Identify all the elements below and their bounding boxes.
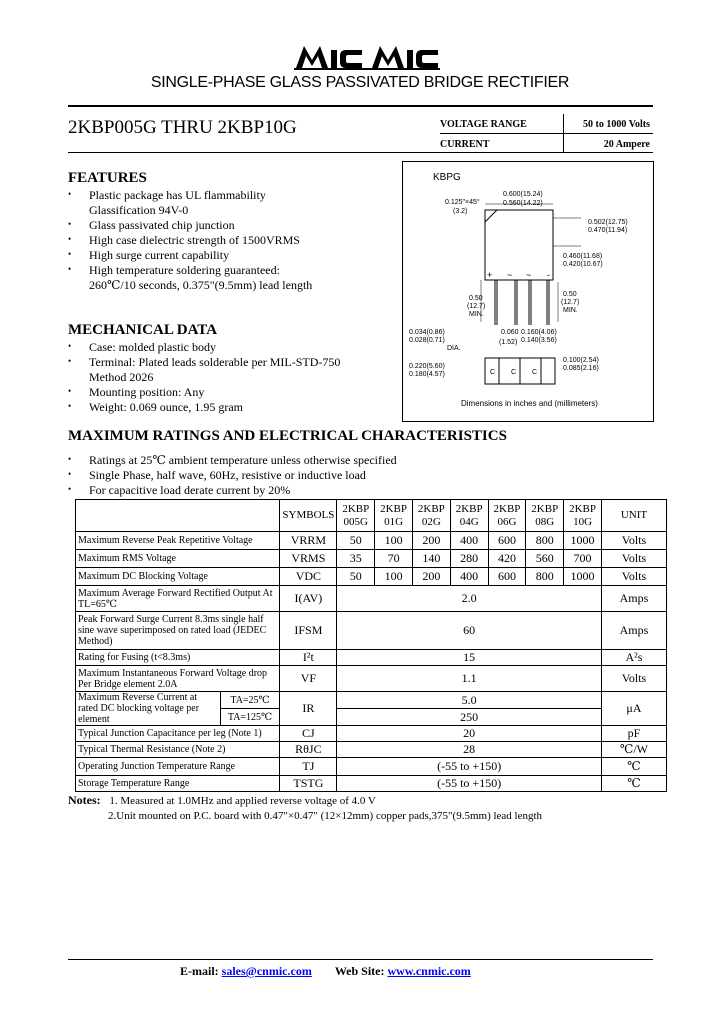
svg-text:C: C xyxy=(490,369,496,376)
package-name: KBPG xyxy=(433,172,461,183)
svg-text:0.502(12.75): 0.502(12.75) xyxy=(588,219,628,226)
svg-text:(12.7): (12.7) xyxy=(467,303,486,310)
table-row: Typical Thermal Resistance (Note 2) RθJC 28 ℃/W xyxy=(76,742,667,758)
part-header: 2KBP 01G xyxy=(375,500,413,532)
mechanical-item: • Terminal: Plated leads solderable per MIL-STD-750 xyxy=(68,355,398,370)
svg-text:(1.52): (1.52) xyxy=(499,339,518,346)
part-header: 2KBP 06G xyxy=(488,500,526,532)
table-row: Maximum Instantaneous Forward Voltage drop Per Bridge element 2.0A VF 1.1 Volts xyxy=(76,666,667,692)
feature-item: • High surge current capability xyxy=(68,248,398,263)
footer-divider xyxy=(68,959,653,960)
mechanical-item: Method 2026 xyxy=(89,370,154,384)
spec-divider-1 xyxy=(440,133,653,134)
svg-text:0.420(10.67): 0.420(10.67) xyxy=(563,261,603,268)
svg-text:(3.2): (3.2) xyxy=(453,208,468,215)
table-row: Maximum Average Forward Rectified Output At TL=65℃ I(AV) 2.0 Amps xyxy=(76,586,667,612)
table-header-row xyxy=(76,500,667,532)
part-header: 2KBP 02G xyxy=(412,500,450,532)
part-header: 2KBP 08G xyxy=(526,500,564,532)
package-drawing xyxy=(402,161,654,422)
feature-item: Glassification 94V-0 xyxy=(89,203,189,217)
part-header: 2KBP 04G xyxy=(450,500,488,532)
note-item: 1. Measured at 1.0MHz and applied reverse voltage of 4.0 V xyxy=(109,795,376,807)
svg-text:0.220(5.60): 0.220(5.60) xyxy=(409,363,445,370)
website-label: Web Site: xyxy=(334,964,385,978)
svg-text:0.160(4.06): 0.160(4.06) xyxy=(521,329,557,336)
feature-item: • Plastic package has UL flammability xyxy=(68,188,398,203)
svg-text:MIN.: MIN. xyxy=(563,307,578,314)
header-divider xyxy=(68,105,653,107)
ratings-title: MAXIMUM RATINGS AND ELECTRICAL CHARACTERISTICS xyxy=(68,428,507,444)
features-list xyxy=(68,188,398,293)
conditions-list xyxy=(68,453,468,498)
svg-text:0.600(15.24): 0.600(15.24) xyxy=(503,191,543,198)
current-label: CURRENT xyxy=(440,138,490,150)
website-link[interactable]: www.cnmic.com xyxy=(387,964,471,978)
svg-text:-: - xyxy=(547,270,550,280)
svg-text:0.060: 0.060 xyxy=(501,329,519,336)
feature-item: • High temperature soldering guaranteed: xyxy=(68,263,398,278)
package-caption: Dimensions in inches and (millimeters) xyxy=(461,399,598,408)
table-row: Typical Junction Capacitance per leg (Note 1) CJ 20 pF xyxy=(76,726,667,742)
table-row: Peak Forward Surge Current 8.3ms single half sine wave superimposed on rated load (JEDEC Method) IFSM 60 Amps xyxy=(76,612,667,650)
feature-item: • Glass passivated chip junction xyxy=(68,218,398,233)
table-row: Storage Temperature Range TSTG (-55 to +150) ℃ xyxy=(76,776,667,792)
voltage-range-value: 50 to 1000 Volts xyxy=(583,118,650,130)
svg-text:DIA.: DIA. xyxy=(447,345,461,352)
part-header: 2KBP 005G xyxy=(337,500,375,532)
current-value: 20 Ampere xyxy=(603,138,650,150)
spec-divider-2 xyxy=(68,152,653,153)
condition-item: • Single Phase, half wave, 60Hz, resistive or inductive load xyxy=(68,468,468,483)
note-item: 2.Unit mounted on P.C. board with 0.47"×0.47" (12×12mm) copper pads,375"(9.5mm) lead length xyxy=(108,810,543,822)
company-logo xyxy=(294,40,444,70)
notes-label: Notes: xyxy=(68,793,101,807)
part-header: 2KBP 10G xyxy=(564,500,602,532)
svg-text:C: C xyxy=(532,369,538,376)
svg-text:C: C xyxy=(511,369,517,376)
table-row: Maximum DC Blocking Voltage VDC 50 100 200 400 600 800 1000 Volts xyxy=(76,568,667,586)
ratings-table xyxy=(75,499,667,792)
svg-text:~: ~ xyxy=(507,270,513,280)
spec-divider-vertical xyxy=(563,114,564,152)
notes xyxy=(68,793,542,822)
table-row: Maximum Reverse Current at rated DC blocking voltage per element TA=25℃ IR 5.0 μA xyxy=(76,692,667,709)
mechanical-item: • Mounting position: Any xyxy=(68,385,398,400)
svg-text:0.125"×45°: 0.125"×45° xyxy=(445,199,480,206)
email-label: E-mail: xyxy=(180,964,219,978)
spec-summary xyxy=(440,114,650,154)
svg-text:~: ~ xyxy=(526,270,532,280)
svg-text:MIN.: MIN. xyxy=(469,311,484,318)
svg-text:0.560(14.22): 0.560(14.22) xyxy=(503,200,543,207)
condition-item: • For capacitive load derate current by 20% xyxy=(68,483,468,498)
svg-text:(12.7): (12.7) xyxy=(561,299,580,306)
svg-text:+: + xyxy=(487,270,493,280)
table-row: Maximum RMS Voltage VRMS 35 70 140 280 420 560 700 Volts xyxy=(76,550,667,568)
part-range-title: 2KBP005G THRU 2KBP10G xyxy=(68,117,297,138)
table-row: TA=125℃ 250 xyxy=(76,709,667,726)
email-link[interactable]: sales@cnmic.com xyxy=(221,964,312,978)
svg-text:0.50: 0.50 xyxy=(469,295,483,302)
feature-item: 260℃/10 seconds, 0.375"(9.5mm) lead length xyxy=(89,278,313,292)
table-row: Maximum Reverse Peak Repetitive Voltage VRRM 50 100 200 400 600 800 1000 Volts xyxy=(76,532,667,550)
unit-header: UNIT xyxy=(601,500,666,532)
document-subtitle: SINGLE-PHASE GLASS PASSIVATED BRIDGE RECTIFIER xyxy=(150,74,570,91)
svg-text:0.50: 0.50 xyxy=(563,291,577,298)
mechanical-list xyxy=(68,340,398,415)
svg-text:0.034(0.86): 0.034(0.86) xyxy=(409,329,445,336)
mechanical-item: • Weight: 0.069 ounce, 1.95 gram xyxy=(68,400,398,415)
condition-item: • Ratings at 25℃ ambient temperature unless otherwise specified xyxy=(68,453,468,468)
svg-text:0.140(3.56): 0.140(3.56) xyxy=(521,337,557,344)
mechanical-item: • Case: molded plastic body xyxy=(68,340,398,355)
table-row: Rating for Fusing (t<8.3ms) I²t 15 A²s xyxy=(76,650,667,666)
footer xyxy=(180,964,471,979)
svg-text:0.180(4.57): 0.180(4.57) xyxy=(409,371,445,378)
table-row: Operating Junction Temperature Range TJ (-55 to +150) ℃ xyxy=(76,758,667,776)
mechanical-title: MECHANICAL DATA xyxy=(68,322,218,338)
svg-text:0.100(2.54): 0.100(2.54) xyxy=(563,357,599,364)
svg-text:0.085(2.16): 0.085(2.16) xyxy=(563,365,599,372)
symbols-header: SYMBOLS xyxy=(280,500,337,532)
svg-text:0.470(11.94): 0.470(11.94) xyxy=(588,227,628,234)
feature-item: • High case dielectric strength of 1500VRMS xyxy=(68,233,398,248)
svg-text:0.460(11.68): 0.460(11.68) xyxy=(563,253,603,260)
svg-text:0.028(0.71): 0.028(0.71) xyxy=(409,337,445,344)
voltage-range-label: VOLTAGE RANGE xyxy=(440,118,527,130)
features-title: FEATURES xyxy=(68,170,147,186)
